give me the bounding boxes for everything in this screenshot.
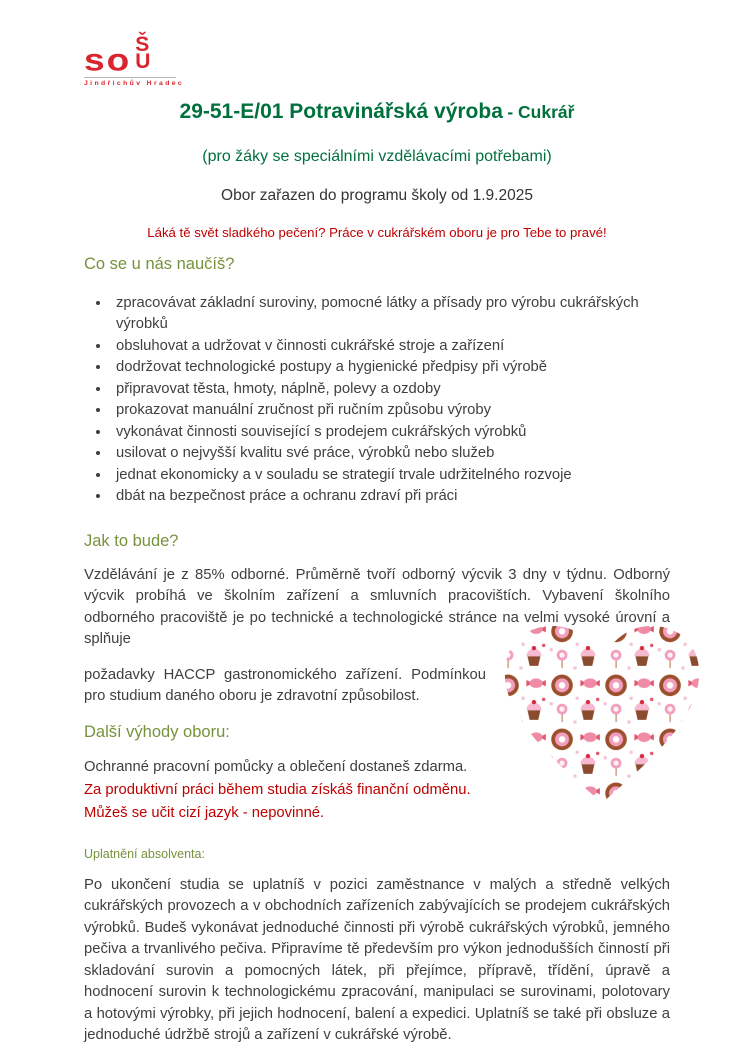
- logo-u: U: [135, 50, 151, 73]
- list-item: • prokazovat manuální zručnost při ručním způsobu výroby: [111, 400, 670, 422]
- list-item: • zpracovávat základní suroviny, pomocné látky a přísady pro výrobu cukrářských výrobků: [111, 293, 670, 336]
- benefit-line-foreign-language: Můžeš se učit cizí jazyk - nepovinné.: [84, 804, 325, 821]
- list-item: • jednat ekonomicky a v souladu se strategií trvale udržitelného rozvoje: [111, 465, 670, 487]
- list-item: • dbát na bezpečnost práce a ochranu zdraví při práci: [111, 486, 670, 508]
- list-item: • obsluhovat a udržovat v činnosti cukrářské stroje a zařízení: [111, 336, 670, 358]
- logo-so-text: so: [84, 42, 132, 78]
- list-item: • připravovat těsta, hmoty, náplně, polevy a ozdoby: [111, 379, 670, 401]
- sweets-heart-icon: [494, 617, 710, 812]
- promo-tagline: Láká tě svět sladkého pečení? Práce v cukrářském oboru je pro Tebe to pravé!: [147, 224, 607, 240]
- page-title-suffix: - Cukrář: [507, 101, 575, 122]
- sweets-heart-image: [494, 617, 710, 812]
- logo-su-column: [135, 33, 151, 73]
- page-title-code-name: 29-51-E/01 Potravinářská výroba: [179, 99, 503, 123]
- benefit-line-financial-reward: Za produktivní práci během studia získáš finanční odměnu.: [84, 781, 471, 798]
- list-item: • usilovat o nejvyšší kvalitu své práce, výrobků nebo služeb: [111, 443, 670, 465]
- page-title: [84, 100, 670, 124]
- section-heading-benefits: Další výhody oboru:: [84, 722, 230, 741]
- how-paragraph-full-width: Vzdělávání je z 85% odborné. Průměrně tvoří odborný výcvik 3 dny v týdnu. Odborný výcvik probíhá ve školním zařízení a smluvních pracovištích. Vybavení školního odborného pracoviště je po technické a technologické stránce na velmi vysoké úrovní a splňuje: [84, 566, 670, 648]
- section-heading-how: Jak to bude?: [84, 531, 179, 550]
- graduate-paragraph: Po ukončení studia se uplatníš v pozici zaměstnance v malých a středně velkých cukrářských provozech a v obchodních zařízeních zabývajících se prodejem cukrářských výrobků. Budeš vykonávat jednoduché činnosti při výrobě cukrářských výrobků, jemného pečiva a trvanlivého pečiva. Připravíme tě především pro výkon jednodušších činností při skladování surovin a pomocných látek, při přejímce, přípravě, třídění, úpravě a hodnocení surovin k technologickému zpracování, manipulaci se surovinami, polotovary a hotovými výrobky, při jejich hodnocení, balení a expedici. Uplatníš se také při obsluze a jednoduché údržbě strojů a zařízení v cukrářské výrobě.: [84, 876, 670, 1044]
- list-item: • vykonávat činnosti související s prodejem cukrářských výrobků: [111, 422, 670, 444]
- how-paragraph-beside-image: požadavky HACCP gastronomického zařízení. Podmínkou pro studium daného oboru je zdravotní způsobilost.: [84, 666, 486, 705]
- program-enrollment-note: Obor zařazen do programu školy od 1.9.2025: [221, 186, 533, 204]
- page-subtitle: (pro žáky se speciálními vzdělávacími potřebami): [202, 147, 552, 165]
- logo-subtext: Jindřichův Hradec: [84, 80, 185, 87]
- benefit-line-free-equipment: Ochranné pracovní pomůcky a oblečení dostaneš zdarma.: [84, 758, 468, 775]
- school-logo-letters: [84, 33, 214, 81]
- section-heading-learn: Co se u nás naučíš?: [84, 254, 235, 273]
- learn-bullet-list: [84, 293, 670, 508]
- logo-s-caron: Š: [135, 33, 150, 56]
- school-logo: [84, 33, 214, 88]
- section-heading-graduate: Uplatnění absolventa:: [84, 846, 205, 861]
- list-item: • dodržovat technologické postupy a hygienické předpisy při výrobě: [111, 357, 670, 379]
